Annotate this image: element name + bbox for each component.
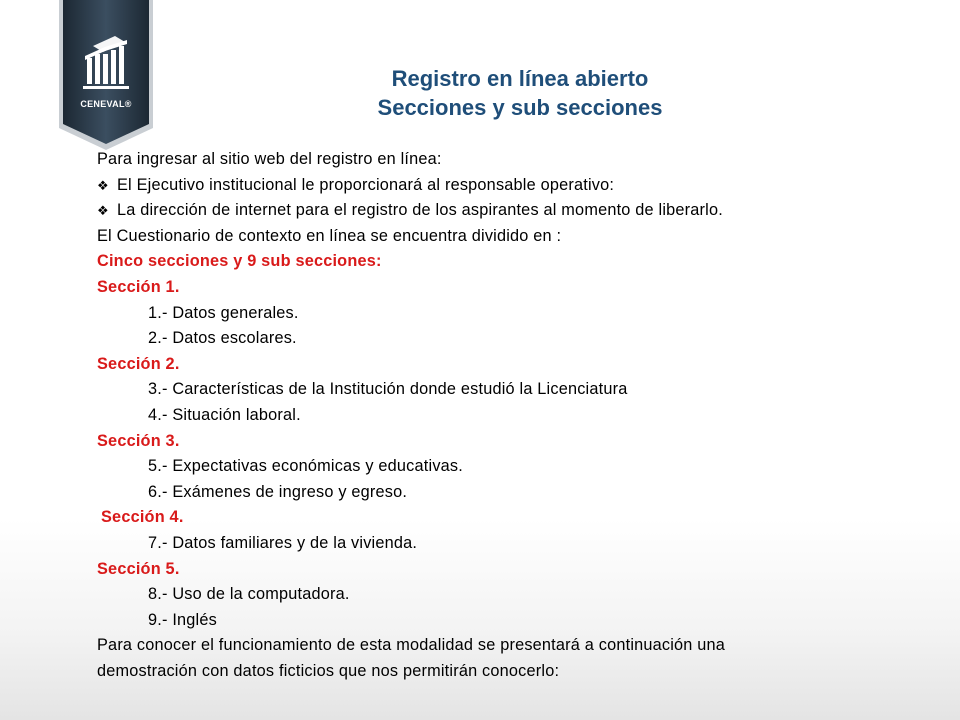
section-heading: Sección 3. [97,431,180,450]
title-line-1: Registro en línea abierto [391,66,649,91]
closing-text: Para conocer el funcionamiento de esta modalidad se presentará a continuación una [97,636,726,655]
logo-text: CENEVAL® [80,99,132,109]
subsection-item: 4.- Situación laboral. [148,405,301,424]
slide-title [200,64,840,122]
bullet-item [97,198,937,224]
intro-text: Para ingresar al sitio web del registro en línea: [97,150,442,168]
section-heading: Sección 5. [97,559,180,578]
ceneval-logo-icon [59,0,153,150]
subsection-item: 5.- Expectativas económicas y educativas. [148,457,463,476]
section-heading: Sección 4. [101,508,184,527]
title-line-2: Secciones y sub secciones [377,95,663,120]
section-heading: Sección 2. [97,354,180,373]
subsection-item: 7.- Datos familiares y de la vivienda. [148,533,418,552]
sections-summary: Cinco secciones y 9 sub secciones: [97,252,382,271]
subsection-item: 2.- Datos escolares. [148,329,297,348]
ceneval-logo-banner [59,0,153,150]
subsection-item: 6.- Exámenes de ingreso y egreso. [148,482,408,501]
diamond-bullet-icon: ❖ [97,203,109,219]
subsection-item: 8.- Uso de la computadora. [148,585,350,604]
subsection-item: 3.- Características de la Institución donde estudió la Licenciatura [148,380,628,399]
divided-text: El Cuestionario de contexto en línea se encuentra dividido en : [97,226,562,245]
subsection-item: 1.- Datos generales. [148,303,299,322]
diamond-bullet-icon: ❖ [97,177,109,193]
section-heading: Sección 1. [97,277,180,296]
subsection-item: 9.- Inglés [148,610,217,629]
bullet-item [97,173,937,199]
closing-text: demostración con datos ficticios que nos permitirán conocerlo: [97,661,560,680]
bullet-text: El Ejecutivo institucional le proporcionará al responsable operativo: [117,175,615,194]
bullet-text: La dirección de internet para el registro de los aspirantes al momento de liberarlo. [117,201,723,220]
slide-body [97,147,937,684]
